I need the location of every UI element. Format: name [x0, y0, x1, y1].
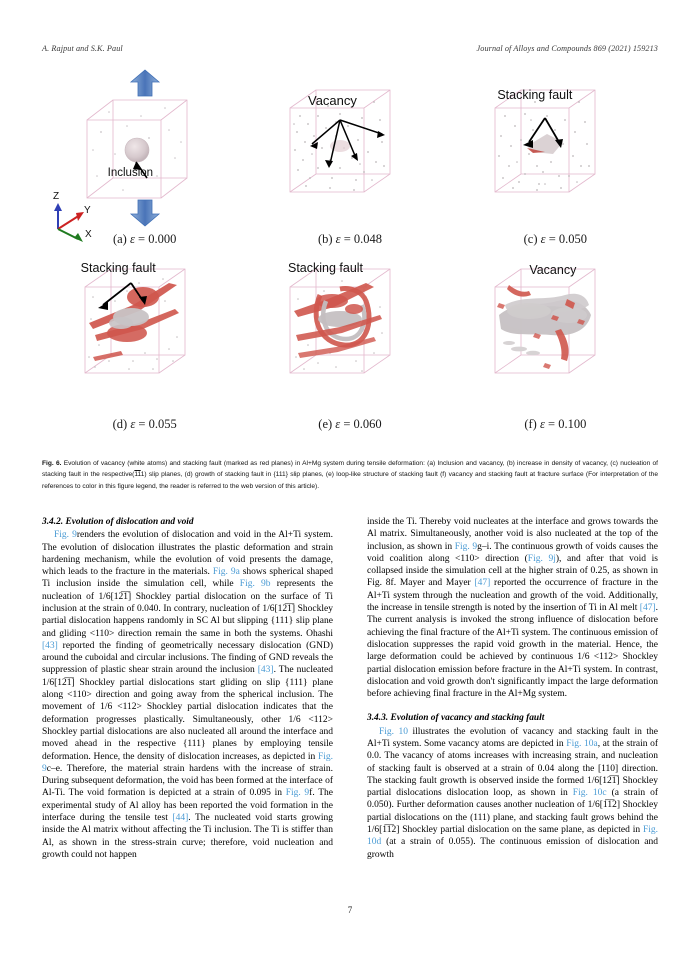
text-r2-b: , at the strain of 0.0. The vacancy of atoms increases with increasing strain, and nucleation of stacking fault is observed at a strain of 0.04 along the [110] direction. The stacking fault growth is observed inside the formed 1/6[12̅1̅] Shockley partial dislocations dislocation loop, as shown in: [367, 738, 659, 799]
panel-e-epsilon: ε: [335, 417, 341, 431]
panel-c-label: (c) ε = 0.050: [523, 232, 587, 246]
panel-e-label: (e) ε = 0.060: [318, 417, 382, 431]
text-l-b: shows spherical shaped Ti inclusion inside the simulation cell, while: [42, 567, 334, 590]
text-l-d: reported the finding of geometrically necessary dislocation (GND) around the cuboidal and circular inclusions. The finding of GND reveals the suppression of plastic shear strain around the inclusion: [42, 640, 333, 676]
ref-47-b[interactable]: [47]: [639, 603, 656, 614]
link-fig9-c[interactable]: Fig. 9: [42, 751, 333, 774]
text-r-d: reported the occurrence of fracture in the Al+Ti system through the nucleation and growth of the void. Additionally, the increase in tensile strength is noted by the insertion of Ti in Al melt: [367, 578, 659, 614]
text-l-c: represents the nucleation of 1/6[12̅1̅] Shockley partial dislocation on the surface of Ti inclusion at the strain of 0.040. In contrary, nucleation of 1/6[12̅1̅] Shockley partial dislocation happens randomly in SC Al but slipping {111} slip plane and gliding <110> direction remain the same in both the systems. Ohashi: [42, 579, 333, 639]
panel-d-annotation: Stacking fault: [80, 261, 156, 275]
inclusion-sphere: [125, 138, 149, 162]
paragraph-left-1: [42, 529, 333, 861]
panel-e-render: [270, 257, 430, 407]
figure-panel-c: [453, 68, 658, 253]
figure-caption-text-1: Evolution of vacancy (white atoms) and stacking fault (marked as red planes) in Al+Mg system during tensile deformation: (a) Inclusion and vacancy, (b) increase in density of vacancy, (c) nucleation of stacking fault in the respective(: [42, 460, 658, 479]
panel-c-value: 0.050: [558, 232, 587, 246]
panel-a-epsilon: ε: [129, 232, 135, 246]
panel-e-value: 0.060: [353, 417, 382, 431]
stacking-fault-planes-d: [89, 283, 179, 361]
running-head-authors: A. Rajput and S.K. Paul: [42, 44, 123, 53]
axis-label-z: Z: [53, 191, 60, 202]
panel-d-prefix: (d): [112, 417, 128, 431]
page-number: 7: [347, 905, 353, 915]
text-l-h: . The nucleated void starts growing inside the Al matrix without affecting the Ti inclusion. The Ti is stiffer than Al, as shown in the stress-strain curve; therefore, void nucleation and growth could not happen: [42, 813, 333, 860]
panel-f-label: (f) ε = 0.100: [524, 417, 587, 431]
section-heading-343: 3.4.3. Evolution of vacancy and stacking fault: [367, 713, 545, 724]
column-left: [42, 516, 333, 906]
link-fig10[interactable]: Fig. 10: [379, 726, 409, 737]
link-fig10d[interactable]: Fig. 10d: [367, 825, 658, 848]
panel-a-prefix: (a): [112, 232, 127, 246]
text-l-a: renders the evolution of dislocation and void in the Al+Ti system. The evolution of dislocation illustrates the plastic deformation and strain hardening mechanism, while the evolution of void presents the damage, which leads to the fracture in the materials.: [42, 530, 333, 578]
ref-47-a[interactable]: [47]: [474, 578, 491, 589]
panel-b-annotation: Vacancy: [307, 93, 357, 108]
panel-b-prefix: (b): [317, 232, 333, 246]
panel-c-annotation: Stacking fault: [497, 88, 573, 102]
panel-b-epsilon: ε: [335, 232, 341, 246]
link-fig9a[interactable]: Fig. 9a: [212, 567, 240, 578]
caption-miller-c: 1: [140, 471, 145, 479]
panel-a-annotation: Inclusion: [107, 167, 154, 179]
running-head-journal: Journal of Alloys and Compounds 869 (2021) 159213: [476, 44, 658, 53]
figure-panel-f: [453, 253, 658, 438]
figure-6: [42, 68, 658, 438]
panel-e-annotation: Stacking fault: [287, 261, 364, 275]
text-r2-a: illustrates the evolution of vacancy and stacking fault in the Al+Ti system. Some vacancy atoms are depicted in: [367, 726, 658, 749]
section-heading-342: 3.4.2. Evolution of dislocation and void: [42, 517, 194, 527]
body-columns: [42, 516, 658, 906]
text-r-b: g–i. The continuous growth of voids causes the void coalition along <110> direction (: [367, 541, 658, 564]
caption-miller-b: 1: [137, 471, 141, 479]
panel-d-render: [65, 257, 225, 407]
running-head: [42, 44, 658, 58]
load-arrow-down-icon: [131, 200, 159, 226]
link-fig9[interactable]: Fig. 9: [54, 530, 77, 541]
link-fig10c[interactable]: Fig. 10c: [572, 788, 607, 799]
cube-f-svg: [475, 257, 635, 407]
text-r-c: ), and after that void is collapsed inside the simulation cell at the higher strain of 0.25, as shown in Fig. 8f. Mayer and Mayer: [367, 553, 658, 589]
ref-44[interactable]: [44]: [172, 813, 189, 824]
panel-c-epsilon: ε: [540, 232, 546, 246]
text-r2-d: (at a strain of 0.055). The continuous emission of dislocation and growth: [367, 837, 658, 860]
link-fig9j[interactable]: Fig. 9j: [527, 553, 556, 564]
panel-b-value: 0.048: [353, 232, 383, 246]
panel-f-prefix: (f): [524, 417, 537, 431]
link-fig9-r1[interactable]: Fig. 9: [454, 541, 478, 552]
ref-43-b[interactable]: [43]: [257, 665, 274, 676]
figure-caption-label: Fig. 6.: [42, 460, 62, 467]
figure-panel-b: [247, 68, 452, 253]
fracture-surface-f: [499, 294, 591, 355]
panel-f-value: 0.100: [558, 417, 587, 431]
link-fig9b[interactable]: Fig. 9b: [239, 579, 271, 590]
figure-panel-e: [247, 253, 452, 438]
cube-e-svg: [270, 257, 430, 407]
cube-d-svg: [65, 257, 225, 407]
text-r-a: inside the Ti. Thereby void nucleates at the interface and grows towards the Al matrix. Simultaneously, another void is also nucleated at the top of the inclusion, as shown in: [367, 517, 658, 552]
panel-d-value: 0.055: [148, 417, 177, 431]
panel-f-annotation: Vacancy: [529, 263, 577, 277]
panel-f-render: [475, 257, 635, 407]
panel-a-label: (a) ε = 0.000: [112, 232, 177, 246]
figure-panel-a: [42, 68, 247, 253]
figure-panel-grid: [42, 68, 658, 438]
link-fig9-d[interactable]: Fig. 9: [285, 788, 310, 799]
text-r2-c: (a strain of 0.050). Further deformation causes another nucleation of 1/6[1̅1̅2] Shockley partial dislocations on the (111) plane, and stacking fault grows behind the 1/6[1̅1̅2] Shockley partial dislocation on the same plane, as depicted in: [367, 788, 659, 836]
text-l-f: c–e. Therefore, the material strain hardens with the increase of strain. During subsequent deformation, the void has been formed at the interface of Al-Ti. The void formation is depicted at a strain of 0.095 in: [42, 763, 333, 799]
text-r-e: . The current analysis is invoked the strong influence of dislocation before achieving the final fracture of the Al+Ti system. The continuous emission of dislocation suppresses the rapid void growth in the material. Hence, the large deformation could be achieved by continuous 1/6 <112> Shockley partial dislocation emission before fracture in the Al+Ti system. In contrast, dislocation and void growth don't significantly impact the large deformation before achieving final fracture in the Al+Mg system.: [367, 603, 658, 700]
panel-b-render: [270, 72, 430, 222]
panel-f-epsilon: ε: [539, 417, 545, 431]
stacking-fault-loops-e: [294, 283, 382, 358]
panel-d-label: (d) ε = 0.055: [112, 417, 177, 431]
figure-caption: [42, 458, 658, 492]
text-l-e: . The nucleated 1/6[12̅1̅] Shockley partial dislocations start gliding on slip {111} plane along <110> direction and going away from the spherical inclusion. The movement of 1/6 <112> Shockley partial dislocation indicates that the deformation progresses plastically. Simultaneously, other 1/6 <112> Shockley partial dislocations are also nucleated all around the interface and moved ahead in the respective {111} planes by employing tensile deformation. Hence, the density of dislocation increases, as depicted in: [42, 665, 333, 762]
caption-miller-a: 1: [134, 471, 138, 479]
panel-e-prefix: (e): [318, 417, 333, 431]
panel-c-prefix: (c): [523, 232, 538, 246]
figure-caption-text-2: ) slip planes, (d) growth of stacking fault in {111} slip planes, (e) loop-like structure of stacking fault (f) vacancy and stacking fault at fracture surface (For interpretation of the references to color in this figure legend, the reader is referred to the web version of this article).: [42, 471, 659, 490]
panel-c-render: [475, 72, 635, 222]
panel-b-label: (b) ε = 0.048: [317, 232, 383, 246]
axis-label-y: Y: [84, 205, 91, 216]
ref-43-a[interactable]: [43]: [42, 640, 58, 651]
panel-d-epsilon: ε: [130, 417, 136, 431]
text-l-g: f. The experimental study of Al alloy has been reported the void formation in the interface during the tensile test: [42, 788, 333, 824]
axis-label-x: X: [85, 229, 92, 240]
link-fig10a[interactable]: Fig. 10a: [566, 738, 598, 749]
paragraph-right-1: [367, 516, 658, 700]
figure-panel-d: [42, 253, 247, 438]
load-arrow-up-icon: [131, 70, 159, 96]
panel-a-value: 0.000: [148, 232, 177, 246]
paragraph-right-2: [367, 726, 658, 861]
column-right: [367, 516, 658, 906]
